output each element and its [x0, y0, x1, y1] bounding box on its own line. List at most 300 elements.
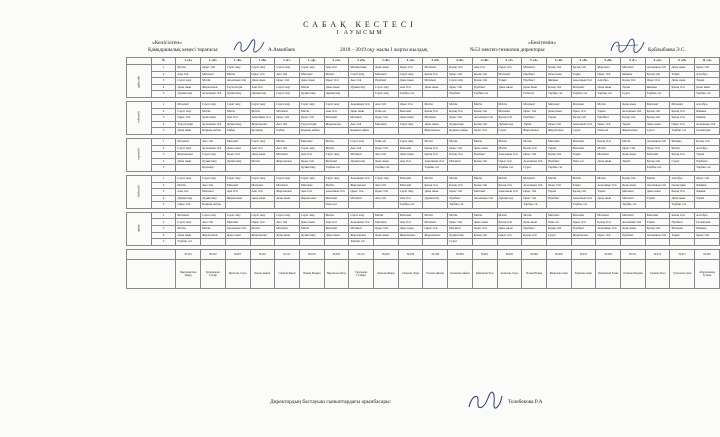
- class-header-row: [127, 58, 720, 65]
- lesson-cell: Сауат ашу: [250, 138, 275, 145]
- lesson-cell: Дене шын: [349, 108, 374, 115]
- lesson-cell: Физика: [645, 84, 670, 91]
- lesson-cell: Орыс тілі: [546, 121, 571, 128]
- lesson-cell: Дене шын: [670, 195, 695, 202]
- room-cell: №110: [250, 249, 275, 259]
- lesson-number: 4: [151, 232, 176, 239]
- lesson-cell: [374, 202, 399, 209]
- lesson-cell: Мәтін: [423, 101, 448, 108]
- lesson-cell: Математ: [176, 101, 201, 108]
- lesson-cell: Дене шын: [497, 226, 522, 233]
- lesson-cell: [423, 91, 448, 98]
- lesson-cell: Қазақ тілі: [571, 189, 596, 196]
- lesson-cell: Орыс тілі: [645, 145, 670, 152]
- lesson-cell: [448, 165, 473, 172]
- lesson-cell: [670, 239, 695, 246]
- lesson-cell: Дүниетану: [497, 121, 522, 128]
- lesson-cell: Физика: [695, 182, 720, 189]
- lesson-cell: Қазақ тілі: [472, 182, 497, 189]
- lesson-cell: Дене шын: [250, 195, 275, 202]
- lesson-number: 5: [151, 128, 176, 135]
- lesson-cell: Сауат ашу: [349, 71, 374, 78]
- lesson-cell: Сауат ашу: [201, 101, 226, 108]
- lesson-cell: Тарбие сағ: [695, 91, 720, 98]
- lesson-cell: Сауат ашу: [250, 212, 275, 219]
- room-cell: №306: [522, 249, 547, 259]
- lesson-cell: Физика: [546, 78, 571, 85]
- lesson-cell: Ана тілі: [374, 195, 399, 202]
- lesson-cell: Сауат ашу: [275, 101, 300, 108]
- lesson-cell: [621, 239, 646, 246]
- teacher-cell: Тұрсынова Гүлмира: [349, 259, 374, 288]
- lesson-cell: Тарих: [621, 84, 646, 91]
- lesson-cell: Қазақ тілі: [670, 189, 695, 196]
- lesson-cell: Дене шын: [225, 145, 250, 152]
- lesson-cell: Ана тілі: [299, 152, 324, 159]
- lesson-cell: Өзін-өзі: [324, 202, 349, 209]
- lesson-cell: Тарих: [571, 71, 596, 78]
- lesson-cell: Алгебра: [695, 101, 720, 108]
- lesson-cell: Жаратылыс: [621, 128, 646, 135]
- lesson-cell: Өзін-өзі: [374, 108, 399, 115]
- lesson-cell: Қазақ тілі: [423, 71, 448, 78]
- lesson-cell: Математ: [398, 145, 423, 152]
- lesson-cell: Мәтін: [497, 212, 522, 219]
- lesson-cell: Дүниетану: [176, 195, 201, 202]
- lesson-cell: Орыс тілі: [398, 65, 423, 72]
- lesson-cell: Орыс тілі: [225, 152, 250, 159]
- lesson-cell: Әдебиет: [670, 219, 695, 226]
- lesson-cell: Мәтін: [176, 182, 201, 189]
- lesson-cell: Орыс тілі: [546, 182, 571, 189]
- lesson-row: [127, 84, 720, 91]
- lesson-cell: Өзін-өзі: [571, 158, 596, 165]
- lesson-cell: Математ: [398, 182, 423, 189]
- lesson-cell: Қазақ тілі: [423, 182, 448, 189]
- lesson-cell: Қазақ тілі: [621, 115, 646, 122]
- lesson-cell: Дене шын: [176, 158, 201, 165]
- lesson-cell: Математ: [349, 226, 374, 233]
- lesson-cell: Тарбие сағ: [645, 165, 670, 172]
- lesson-cell: Әдебиет: [374, 78, 399, 85]
- lesson-cell: Жаратылыс: [225, 195, 250, 202]
- room-cell: №310: [571, 249, 596, 259]
- lesson-cell: Қазақ тілі: [596, 138, 621, 145]
- lesson-number: 2: [151, 182, 176, 189]
- lesson-cell: Математ: [571, 212, 596, 219]
- lesson-cell: Дүниетану: [225, 158, 250, 165]
- lesson-number: 1: [151, 212, 176, 219]
- lesson-cell: Орыс тілі: [472, 128, 497, 135]
- lesson-row: [127, 121, 720, 128]
- day-header-cell: [127, 58, 152, 65]
- lesson-cell: Орыс тілі: [695, 232, 720, 239]
- lesson-cell: Математ: [324, 195, 349, 202]
- lesson-cell: [596, 239, 621, 246]
- lesson-cell: Орыс тілі: [472, 226, 497, 233]
- lesson-cell: Тарбие сағ: [645, 91, 670, 98]
- lesson-cell: Мәтін: [324, 182, 349, 189]
- lesson-cell: Математ: [571, 101, 596, 108]
- lesson-cell: Көркем еңбек: [448, 128, 473, 135]
- lesson-cell: Математ: [522, 101, 547, 108]
- lesson-cell: Ана тілі: [349, 121, 374, 128]
- lesson-cell: Қазақ тілі: [670, 108, 695, 115]
- lesson-cell: Жаратылыс: [324, 121, 349, 128]
- lesson-cell: Математ: [299, 182, 324, 189]
- teacher-cell: Қуандықова Гүлнар: [201, 259, 226, 288]
- lesson-cell: Тарбие сағ: [398, 91, 423, 98]
- lesson-cell: Мәтін: [225, 71, 250, 78]
- lesson-cell: [201, 239, 226, 246]
- lesson-cell: Дене шын: [497, 84, 522, 91]
- lesson-cell: Тарбие сағ: [349, 239, 374, 246]
- lesson-cell: Жаратылыс: [349, 232, 374, 239]
- lesson-cell: Дене шын: [621, 101, 646, 108]
- lesson-cell: Тәуелсіздік: [225, 84, 250, 91]
- lesson-cell: [497, 202, 522, 209]
- lesson-number: 5: [151, 91, 176, 98]
- lesson-cell: Мәтін: [571, 175, 596, 182]
- lesson-cell: Сауат ашу: [349, 138, 374, 145]
- lesson-cell: Математ: [571, 145, 596, 152]
- room-cell: №204: [374, 249, 399, 259]
- lesson-cell: Мәтін: [497, 145, 522, 152]
- lesson-cell: Математ: [275, 226, 300, 233]
- lesson-cell: Ағылшын тілі: [571, 195, 596, 202]
- room-cell: №112: [349, 249, 374, 259]
- lesson-cell: [670, 165, 695, 172]
- teacher-cell: Абдрахманова Гүлжан: [695, 259, 720, 288]
- lesson-cell: Математ: [670, 101, 695, 108]
- lesson-cell: Ағылшын тілі: [225, 78, 250, 85]
- lesson-cell: Дене шын: [645, 121, 670, 128]
- lesson-cell: [546, 202, 571, 209]
- lesson-cell: [670, 91, 695, 98]
- lesson-cell: [497, 239, 522, 246]
- lesson-cell: Дене шын: [423, 189, 448, 196]
- lesson-cell: [596, 202, 621, 209]
- lesson-cell: Қазақ тілі: [571, 115, 596, 122]
- lesson-cell: Орыс тілі: [448, 145, 473, 152]
- lesson-cell: Ағылшын тілі: [571, 78, 596, 85]
- lesson-number: 1: [151, 138, 176, 145]
- lesson-row: [127, 65, 720, 72]
- lesson-cell: Тарих: [546, 115, 571, 122]
- lesson-cell: Ағылшын тілі: [472, 115, 497, 122]
- lesson-cell: Тарбие сағ: [374, 165, 399, 172]
- lesson-cell: Дене шын: [596, 195, 621, 202]
- lesson-cell: Сауат ашу: [324, 101, 349, 108]
- lesson-cell: Сауат ашу: [349, 212, 374, 219]
- day-label: сәрсенбі: [127, 138, 152, 171]
- lesson-cell: Математ: [522, 65, 547, 72]
- class-header: 4 «Б»: [448, 58, 473, 65]
- lesson-cell: Сауат ашу: [299, 175, 324, 182]
- lesson-cell: Орыс тілі: [275, 78, 300, 85]
- class-header: 1 «А»: [176, 58, 201, 65]
- lesson-cell: Орыс тілі: [497, 65, 522, 72]
- schedule-table: [126, 57, 720, 289]
- lesson-cell: Сауат ашу: [176, 145, 201, 152]
- teacher-cell: Тулегенова Дана: [670, 259, 695, 288]
- class-header: 4 «Г»: [497, 58, 522, 65]
- class-header: 2 «Ә»: [349, 58, 374, 65]
- lesson-row: [127, 165, 720, 172]
- lesson-cell: Ағылшын тілі: [695, 121, 720, 128]
- lesson-cell: Сауат ашу: [324, 152, 349, 159]
- lesson-cell: Қазақ тілі: [645, 71, 670, 78]
- lesson-cell: Тарих: [695, 152, 720, 159]
- teacher-cell: Омарова Жанар: [374, 259, 399, 288]
- lesson-cell: Ана тілі: [398, 84, 423, 91]
- lesson-cell: Сауат ашу: [398, 121, 423, 128]
- lesson-cell: [398, 128, 423, 135]
- lesson-cell: Әдебиет: [621, 232, 646, 239]
- teacher-cell: Бекова Айжан: [250, 259, 275, 288]
- lesson-cell: Қазақ тілі: [448, 182, 473, 189]
- approved-label: «Бекітемін»: [528, 40, 557, 46]
- lesson-cell: Дене шын: [522, 84, 547, 91]
- lesson-cell: [250, 239, 275, 246]
- lesson-cell: Мәтін: [497, 175, 522, 182]
- lesson-cell: Сауат ашу: [201, 175, 226, 182]
- lesson-cell: [225, 165, 250, 172]
- schedule-title: САБАҚ КЕСТЕСІ: [303, 20, 417, 29]
- lesson-cell: Дене шын: [621, 152, 646, 159]
- lesson-cell: Математ: [423, 78, 448, 85]
- room-cell: №101: [176, 249, 201, 259]
- lesson-cell: Дене шын: [225, 232, 250, 239]
- room-cell: №111: [275, 249, 300, 259]
- lesson-cell: Өзін-өзі: [374, 138, 399, 145]
- room-cell: №203: [324, 249, 349, 259]
- lesson-cell: Мәтін: [596, 101, 621, 108]
- lesson-cell: Дене шын: [645, 189, 670, 196]
- lesson-cell: Мәтін: [596, 175, 621, 182]
- lesson-cell: Дүниетану: [176, 91, 201, 98]
- lesson-cell: Тарих: [571, 182, 596, 189]
- room-cell: №311: [621, 249, 646, 259]
- lesson-cell: Ана тілі: [374, 182, 399, 189]
- lesson-cell: Химия: [695, 189, 720, 196]
- lesson-cell: Мәтін: [324, 71, 349, 78]
- lesson-cell: Мәтін: [522, 138, 547, 145]
- class-header: 5 «Б»: [571, 58, 596, 65]
- lesson-cell: Алгебра: [596, 78, 621, 85]
- lesson-row: [127, 239, 720, 246]
- lesson-cell: Тарих: [546, 145, 571, 152]
- lesson-cell: Жаратылыс: [349, 182, 374, 189]
- lesson-cell: Орыс тілі: [374, 145, 399, 152]
- lesson-cell: Мәтін: [472, 138, 497, 145]
- lesson-cell: Мәтін: [670, 145, 695, 152]
- lesson-cell: Орыс тілі: [571, 108, 596, 115]
- lesson-cell: Мәтін: [448, 175, 473, 182]
- lesson-number: 4: [151, 195, 176, 202]
- lesson-cell: Көркем еңбек: [201, 202, 226, 209]
- lesson-cell: Ана тілі: [275, 121, 300, 128]
- lesson-cell: Жаратылыс: [250, 232, 275, 239]
- lesson-cell: Тарбие сағ: [670, 202, 695, 209]
- lesson-cell: Әдебиет: [448, 195, 473, 202]
- lesson-cell: Орыс тілі: [299, 115, 324, 122]
- lesson-cell: Мәтін: [324, 212, 349, 219]
- lesson-row: [127, 152, 720, 159]
- lesson-cell: Математ: [497, 71, 522, 78]
- lesson-number: 1: [151, 101, 176, 108]
- lesson-cell: Ана тілі: [324, 65, 349, 72]
- lesson-cell: Математ: [596, 152, 621, 159]
- lesson-cell: Математ: [472, 189, 497, 196]
- lesson-cell: Қолөнер: [201, 165, 226, 172]
- lesson-cell: [349, 165, 374, 172]
- lesson-cell: Дене шын: [546, 71, 571, 78]
- lesson-cell: Қазақ тілі: [497, 115, 522, 122]
- lesson-cell: Физика: [621, 71, 646, 78]
- lesson-cell: [472, 202, 497, 209]
- lesson-cell: Ағылшын тілі: [324, 189, 349, 196]
- lesson-cell: Тарбие сағ: [621, 202, 646, 209]
- lesson-cell: Жаратылыс: [176, 152, 201, 159]
- lesson-cell: Ағылшын тілі: [621, 108, 646, 115]
- lesson-cell: Мәтін: [448, 101, 473, 108]
- lesson-cell: Қазақ тілі: [522, 232, 547, 239]
- lesson-cell: Сауат ашу: [398, 71, 423, 78]
- lesson-cell: Тарбие сағ: [448, 202, 473, 209]
- lesson-cell: Қазақ тілі: [571, 65, 596, 72]
- lesson-cell: Математ: [423, 65, 448, 72]
- lesson-cell: Мәтін: [250, 108, 275, 115]
- deputy-role: Директордың бастауыш сыныптардағы орынбасары:: [270, 399, 392, 405]
- lesson-cell: Қазақ тілі: [546, 226, 571, 233]
- board-chair-name: А.Аманбаев: [268, 47, 295, 53]
- lesson-cell: Тарбие сағ: [695, 165, 720, 172]
- teacher-cell: Есенова Динара: [423, 259, 448, 288]
- lesson-cell: Алгебра: [695, 145, 720, 152]
- lesson-cell: Тарбие сағ: [176, 239, 201, 246]
- lesson-cell: Ағылшын тілі: [201, 121, 226, 128]
- lesson-cell: Ана тілі: [201, 219, 226, 226]
- lesson-cell: Дүниетану: [349, 158, 374, 165]
- lesson-cell: Қазақ тілі: [670, 115, 695, 122]
- lesson-cell: Жаратылыс: [250, 121, 275, 128]
- lesson-cell: Математ: [645, 152, 670, 159]
- class-header: 6 «Ә»: [670, 58, 695, 65]
- lesson-cell: Сауат ашу: [250, 175, 275, 182]
- lesson-cell: [398, 165, 423, 172]
- lesson-cell: Математ: [275, 152, 300, 159]
- lesson-cell: Математика: [349, 65, 374, 72]
- lesson-cell: Сурет: [522, 165, 547, 172]
- lesson-cell: Қазақ тілі: [472, 232, 497, 239]
- lesson-cell: Орыс тілі: [497, 158, 522, 165]
- lesson-cell: Қазақ тілі: [497, 182, 522, 189]
- lesson-cell: Мәтін: [596, 145, 621, 152]
- lesson-cell: [275, 239, 300, 246]
- lesson-cell: Мәтін: [324, 138, 349, 145]
- lesson-cell: Ана тілі: [374, 101, 399, 108]
- lesson-cell: Ана тілі: [176, 71, 201, 78]
- lesson-cell: [275, 165, 300, 172]
- lesson-cell: Ағылшын тілі: [596, 226, 621, 233]
- lesson-cell: Дүниетану: [250, 91, 275, 98]
- lesson-cell: Мәтін: [645, 175, 670, 182]
- lesson-number: 3: [151, 78, 176, 85]
- lesson-cell: Қазақ тілі: [546, 84, 571, 91]
- lesson-cell: Ағылшын тілі: [645, 138, 670, 145]
- class-header: 1 «В»: [250, 58, 275, 65]
- lesson-number: 3: [151, 115, 176, 122]
- class-header: 2 «Б»: [374, 58, 399, 65]
- lesson-cell: Мәтін: [546, 175, 571, 182]
- lesson-cell: Ағылшын тілі: [645, 232, 670, 239]
- lesson-cell: Сауат ашу: [275, 65, 300, 72]
- lesson-cell: [324, 128, 349, 135]
- lesson-row: [127, 182, 720, 189]
- lesson-cell: [497, 91, 522, 98]
- lesson-cell: Дене шын: [299, 219, 324, 226]
- lesson-cell: Математ: [546, 138, 571, 145]
- lesson-cell: Қазақ тілі: [670, 152, 695, 159]
- lesson-cell: Орыс тілі: [398, 101, 423, 108]
- lesson-cell: Математ: [621, 212, 646, 219]
- lesson-cell: Әдебиет: [522, 71, 547, 78]
- lesson-cell: Ана тілі: [201, 182, 226, 189]
- lesson-cell: Орыс тілі: [299, 158, 324, 165]
- lesson-row: [127, 91, 720, 98]
- lesson-cell: Математ: [225, 182, 250, 189]
- lesson-cell: Еңбек: [275, 128, 300, 135]
- lesson-cell: Тарих: [695, 195, 720, 202]
- teacher-cell: Ахметова Сауле: [497, 259, 522, 288]
- day-label: бейсенбі: [127, 175, 152, 208]
- lesson-row: [127, 108, 720, 115]
- lesson-cell: Дене шын: [670, 78, 695, 85]
- lesson-cell: Орыс тілі: [596, 121, 621, 128]
- lesson-row: [127, 115, 720, 122]
- lesson-row: [127, 226, 720, 233]
- class-header: 1 «Г»: [275, 58, 300, 65]
- lesson-cell: Әдебиет: [546, 158, 571, 165]
- academic-year: 2018 – 2019 оқу жылы I жарты жылдық: [340, 47, 428, 53]
- lesson-cell: Мәтін: [374, 212, 399, 219]
- lesson-cell: Математ: [201, 71, 226, 78]
- director-role: №53 мектеп-гимназия директоры:: [470, 47, 546, 53]
- lesson-cell: Орыс тілі: [374, 189, 399, 196]
- lesson-cell: Тарих: [522, 121, 547, 128]
- director-name: Қойлыбаева Э.С.: [648, 47, 686, 53]
- lesson-cell: [472, 165, 497, 172]
- lesson-cell: Дүниетану: [225, 91, 250, 98]
- lesson-cell: Жаратылыс: [423, 232, 448, 239]
- board-chair-role: Қамқоршылық кеңесі төрағасы:: [148, 47, 219, 53]
- lesson-cell: Орыс тілі: [448, 71, 473, 78]
- lesson-cell: Сауат ашу: [225, 175, 250, 182]
- lesson-cell: Математ: [546, 212, 571, 219]
- teacher-cell: Ермекова Анар: [571, 259, 596, 288]
- room-cell: №102: [201, 249, 226, 259]
- lesson-row: [127, 195, 720, 202]
- lesson-cell: Сурет: [448, 239, 473, 246]
- rooms-row: [127, 249, 720, 259]
- lesson-cell: [225, 202, 250, 209]
- lesson-cell: Дене шын: [324, 232, 349, 239]
- day-label: дүйсенбі: [127, 65, 152, 98]
- lesson-cell: Дүниетану: [225, 121, 250, 128]
- lesson-number: 3: [151, 189, 176, 196]
- lesson-cell: Математ: [324, 226, 349, 233]
